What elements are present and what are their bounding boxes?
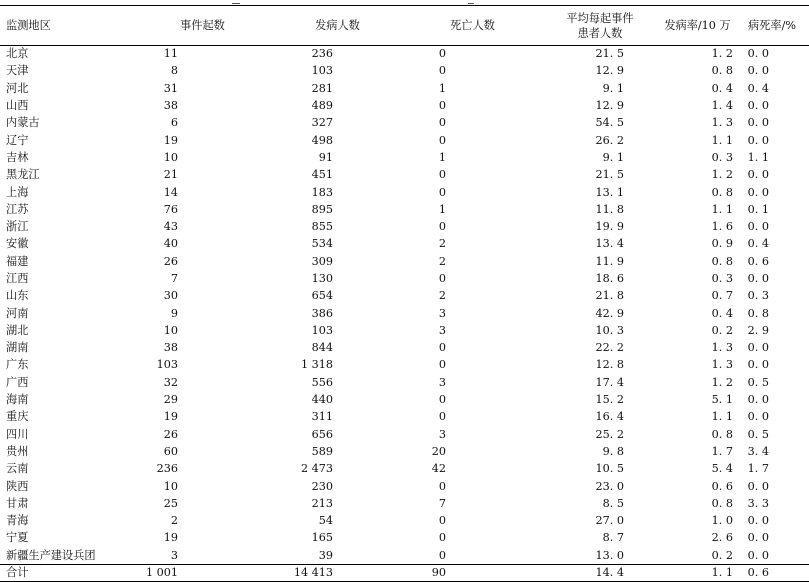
cell-fatality: 0. 0 [747,220,769,234]
table-header [0,6,809,46]
table-row [0,443,809,460]
cell-region: 甘肃 [6,496,29,510]
cell-incidence: 0. 6 [711,479,733,493]
cell-avg: 13. 1 [595,185,624,199]
cell-region: 浙江 [6,220,29,234]
cell-fatality: 0. 5 [747,375,769,389]
cell-events: 21 [163,168,178,182]
cell-avg: 12. 9 [595,99,624,113]
cell-incidence: 1. 4 [711,99,733,113]
cell-fatality: 1. 7 [747,462,769,476]
cell-incidence: 1. 2 [711,375,733,389]
cell-events: 10 [163,479,178,493]
cell-fatality: 0. 0 [747,185,769,199]
cell-deaths: 2 [438,254,446,268]
cell-cases: 1 318 [300,358,333,372]
cell-fatality: 0. 4 [747,237,769,251]
cell-fatality: 0. 0 [747,341,769,355]
cell-cases: 183 [311,185,333,199]
cell-incidence: 1. 1 [711,202,733,216]
cell-avg: 15. 2 [595,393,624,407]
cell-deaths: 0 [438,514,446,528]
table-row [0,63,809,80]
table-row [0,374,809,391]
cell-cases: 103 [311,64,333,78]
cell-incidence: 1. 7 [711,444,733,458]
cell-fatality: 0. 0 [747,358,769,372]
cell-avg: 17. 4 [595,375,624,389]
cell-deaths: 0 [438,479,446,493]
cell-region: 山东 [6,289,29,303]
cell-fatality: 1. 1 [747,150,769,164]
cell-events: 19 [163,133,178,147]
cell-region: 新疆生产建设兵团 [6,548,96,562]
cell-region: 江苏 [6,202,29,216]
cell-region: 辽宁 [6,133,29,147]
cell-avg: 14. 4 [540,564,660,581]
cell-deaths: 0 [438,341,446,355]
table-total-row [0,564,809,581]
table-row [0,149,809,166]
cell-avg: 21. 8 [595,289,624,303]
cell-avg: 9. 1 [602,150,624,164]
cell-region: 陕西 [6,479,29,493]
cell-avg: 26. 2 [595,133,624,147]
cell-cases: 14 413 [270,564,405,581]
cell-events: 19 [163,410,178,424]
cell-region: 青海 [6,514,29,528]
cell-events: 2 [170,514,178,528]
cell-cases: 498 [311,133,333,147]
cell-region: 安徽 [6,237,29,251]
cell-incidence: 0. 8 [711,427,733,441]
cell-deaths: 0 [438,531,446,545]
table-row [0,478,809,495]
cell-fatality: 0. 0 [747,64,769,78]
cell-incidence: 1. 0 [711,514,733,528]
cell-fatality: 0. 3 [747,289,769,303]
cell-events: 236 [156,462,178,476]
cell-incidence: 0. 8 [711,496,733,510]
cell-cases: 327 [311,116,333,130]
cell-events: 29 [163,393,178,407]
cell-region: 四川 [6,427,29,441]
cell-region: 福建 [6,254,29,268]
cell-deaths: 3 [438,427,446,441]
table-row [0,357,809,374]
cell-avg: 21. 5 [595,47,624,61]
cell-fatality: 0. 0 [747,548,769,562]
cell-deaths: 3 [438,323,446,337]
cell-deaths: 0 [438,548,446,562]
cell-events: 32 [163,375,178,389]
cell-avg: 12. 9 [595,64,624,78]
cell-region: 重庆 [6,410,29,424]
cell-avg: 18. 6 [595,272,624,285]
cell-cases: 213 [311,496,333,510]
cell-region: 黑龙江 [6,168,40,182]
cell-fatality: 0. 1 [747,202,769,216]
cell-events: 76 [163,202,178,216]
header-avg [540,6,660,46]
cell-deaths: 2 [438,237,446,251]
cell-cases: 236 [311,47,333,61]
cell-fatality: 0. 8 [747,306,769,320]
table-row [0,218,809,235]
cell-events: 40 [163,237,178,251]
table-row [0,201,809,218]
cell-region: 吉林 [6,150,29,164]
cell-fatality: 0. 0 [747,393,769,407]
cell-incidence: 0. 3 [711,272,733,285]
cell-deaths: 1 [438,150,446,164]
cell-events: 19 [163,531,178,545]
table-row [0,461,809,478]
cell-avg: 42. 9 [595,306,624,320]
cell-avg: 13. 0 [595,548,624,562]
cell-events: 1 001 [135,564,270,581]
cell-fatality: 0. 0 [747,410,769,424]
table-row [0,236,809,253]
cell-events: 60 [163,444,178,458]
cell-region: 湖北 [6,323,29,337]
cell-incidence: 0. 2 [711,548,733,562]
cell-avg: 11. 9 [595,254,624,268]
cell-incidence: 0. 7 [711,289,733,303]
cell-region: 云南 [6,462,29,476]
cell-events: 103 [156,358,178,372]
cell-avg: 27. 0 [595,514,624,528]
cell-region: 上海 [6,185,29,199]
cell-fatality: 0. 5 [747,427,769,441]
cell-cases: 165 [311,531,333,545]
cell-avg: 10. 5 [595,462,624,476]
cell-fatality: 0. 0 [747,531,769,545]
cell-deaths: 2 [438,289,446,303]
cell-events: 31 [163,81,178,95]
cell-events: 3 [170,548,178,562]
cell-events: 9 [170,306,178,320]
cell-cases: 230 [311,479,333,493]
cell-incidence: 1. 2 [711,168,733,182]
cell-avg: 13. 4 [595,237,624,251]
cell-cases: 91 [318,150,333,164]
table-row [0,97,809,114]
cell-cases: 556 [311,375,333,389]
cell-region: 江西 [6,272,29,285]
cell-cases: 2 473 [300,462,333,476]
cell-region: 河北 [6,81,29,95]
cell-events: 43 [163,220,178,234]
cell-deaths: 0 [438,116,446,130]
header-events: 事件起数 [135,6,270,46]
table-row [0,305,809,322]
cell-incidence: 1. 1 [660,564,735,581]
table-body [0,46,809,582]
cell-events: 11 [163,47,178,61]
cell-deaths: 0 [438,64,446,78]
cell-events: 26 [163,254,178,268]
cell-events: 10 [163,150,178,164]
cell-deaths: 0 [438,393,446,407]
cell-cases: 130 [311,272,333,285]
cell-incidence: 0. 9 [711,237,733,251]
cell-cases: 309 [311,254,333,268]
cell-region: 贵州 [6,444,29,458]
cell-avg: 9. 8 [602,444,624,458]
header-avg-line1: 平均每起事件 [566,11,634,25]
cell-incidence: 0. 3 [711,150,733,164]
cell-incidence: 0. 4 [711,81,733,95]
cell-avg: 21. 5 [595,168,624,182]
table-row [0,513,809,530]
cell-region: 内蒙古 [6,116,40,130]
table-row [0,391,809,408]
table-row [0,322,809,339]
cell-cases: 386 [311,306,333,320]
cell-region: 河南 [6,306,29,320]
cell-deaths: 0 [438,133,446,147]
cell-incidence: 0. 8 [711,64,733,78]
cell-events: 8 [170,64,178,78]
cell-cases: 534 [311,237,333,251]
cell-cases: 39 [318,548,333,562]
header-incidence: 发病率/10 万 [660,6,735,46]
cell-fatality: 2. 9 [747,323,769,337]
cell-incidence: 1. 3 [711,341,733,355]
cell-cases: 855 [311,220,333,234]
cell-deaths: 0 [438,410,446,424]
cell-avg: 8. 7 [602,531,624,545]
cell-deaths: 0 [438,358,446,372]
cell-region: 湖南 [6,341,29,355]
cell-avg: 12. 8 [595,358,624,372]
cell-incidence: 5. 1 [711,393,733,407]
cell-avg: 16. 4 [595,410,624,424]
table-row [0,253,809,270]
cell-deaths: 90 [405,564,540,581]
cell-fatality: 0. 0 [747,116,769,130]
cell-fatality: 0. 0 [747,168,769,182]
cell-region: 宁夏 [6,531,29,545]
cell-avg: 10. 3 [595,323,624,337]
table-row [0,270,809,287]
cell-incidence: 1. 2 [711,47,733,61]
cell-deaths: 0 [438,47,446,61]
cell-incidence: 1. 3 [711,358,733,372]
cell-region: 合计 [0,564,135,581]
cell-deaths: 1 [438,81,446,95]
cell-incidence: 0. 2 [711,323,733,337]
header-deaths: 死亡人数 [405,6,540,46]
cell-fatality: 3. 4 [747,444,769,458]
cell-fatality: 0. 6 [735,564,809,581]
data-table [0,5,809,582]
cell-incidence: 2. 6 [711,531,733,545]
cell-cases: 54 [318,514,333,528]
cell-avg: 25. 2 [595,427,624,441]
table-row [0,80,809,97]
cell-avg: 23. 0 [595,479,624,493]
table-row [0,288,809,305]
cell-events: 38 [163,99,178,113]
cell-region: 海南 [6,393,29,407]
cell-deaths: 3 [438,306,446,320]
table-row [0,495,809,512]
cell-region: 广东 [6,358,29,372]
cell-fatality: 3. 3 [747,496,769,510]
cell-events: 6 [170,116,178,130]
cell-cases: 103 [311,323,333,337]
cell-events: 30 [163,289,178,303]
table-row [0,46,809,63]
cell-incidence: 0. 8 [711,254,733,268]
cell-fatality: 0. 0 [747,272,769,285]
cell-fatality: 0. 0 [747,514,769,528]
cell-cases: 589 [311,444,333,458]
cell-avg: 11. 8 [595,202,624,216]
cell-incidence: 1. 3 [711,116,733,130]
cell-events: 7 [170,272,178,285]
cell-deaths: 3 [438,375,446,389]
cell-cases: 451 [311,168,333,182]
table-row [0,426,809,443]
cell-deaths: 0 [438,220,446,234]
cell-cases: 311 [311,410,333,424]
cell-events: 14 [163,185,178,199]
cell-cases: 654 [311,289,333,303]
header-fatality: 病死率/% [735,6,809,46]
cell-fatality: 0. 0 [747,47,769,61]
cell-region: 广西 [6,375,29,389]
cell-deaths: 1 [438,202,446,216]
cell-cases: 656 [311,427,333,441]
cell-incidence: 1. 6 [711,220,733,234]
cell-fatality: 0. 0 [747,133,769,147]
cell-fatality: 0. 0 [747,99,769,113]
cell-deaths: 0 [438,168,446,182]
cell-events: 38 [163,341,178,355]
cell-avg: 54. 5 [595,116,624,130]
cell-avg: 9. 1 [602,81,624,95]
table-row [0,167,809,184]
cell-incidence: 1. 1 [711,133,733,147]
cell-deaths: 0 [438,185,446,199]
cell-deaths: 20 [431,444,446,458]
cell-cases: 844 [311,341,333,355]
table-row [0,547,809,564]
cell-deaths: 0 [438,272,446,285]
cell-region: 天津 [6,64,29,78]
table-row [0,340,809,357]
cell-incidence: 0. 4 [711,306,733,320]
cell-cases: 440 [311,393,333,407]
cell-avg: 8. 5 [602,496,624,510]
cell-deaths: 7 [438,496,446,510]
cell-region: 北京 [6,47,29,61]
cell-incidence: 5. 4 [711,462,733,476]
cell-deaths: 0 [438,99,446,113]
cell-cases: 895 [311,202,333,216]
table-row [0,184,809,201]
cell-avg: 19. 9 [595,220,624,234]
cell-deaths: 42 [431,462,446,476]
cell-cases: 489 [311,99,333,113]
table-row [0,132,809,149]
table-row [0,115,809,132]
header-region: 监测地区 [0,6,135,46]
cell-events: 10 [163,323,178,337]
table-row [0,409,809,426]
cell-fatality: 0. 6 [747,254,769,268]
cell-incidence: 0. 8 [711,185,733,199]
header-cases: 发病人数 [270,6,405,46]
table-row [0,530,809,547]
cell-incidence: 1. 1 [711,410,733,424]
cell-avg: 22. 2 [595,341,624,355]
cell-region: 山西 [6,99,29,113]
cell-fatality: 0. 0 [747,479,769,493]
header-avg-line2: 患者人数 [577,26,623,40]
cell-events: 26 [163,427,178,441]
cell-cases: 281 [311,81,333,95]
cell-events: 25 [163,496,178,510]
cell-fatality: 0. 4 [747,81,769,95]
